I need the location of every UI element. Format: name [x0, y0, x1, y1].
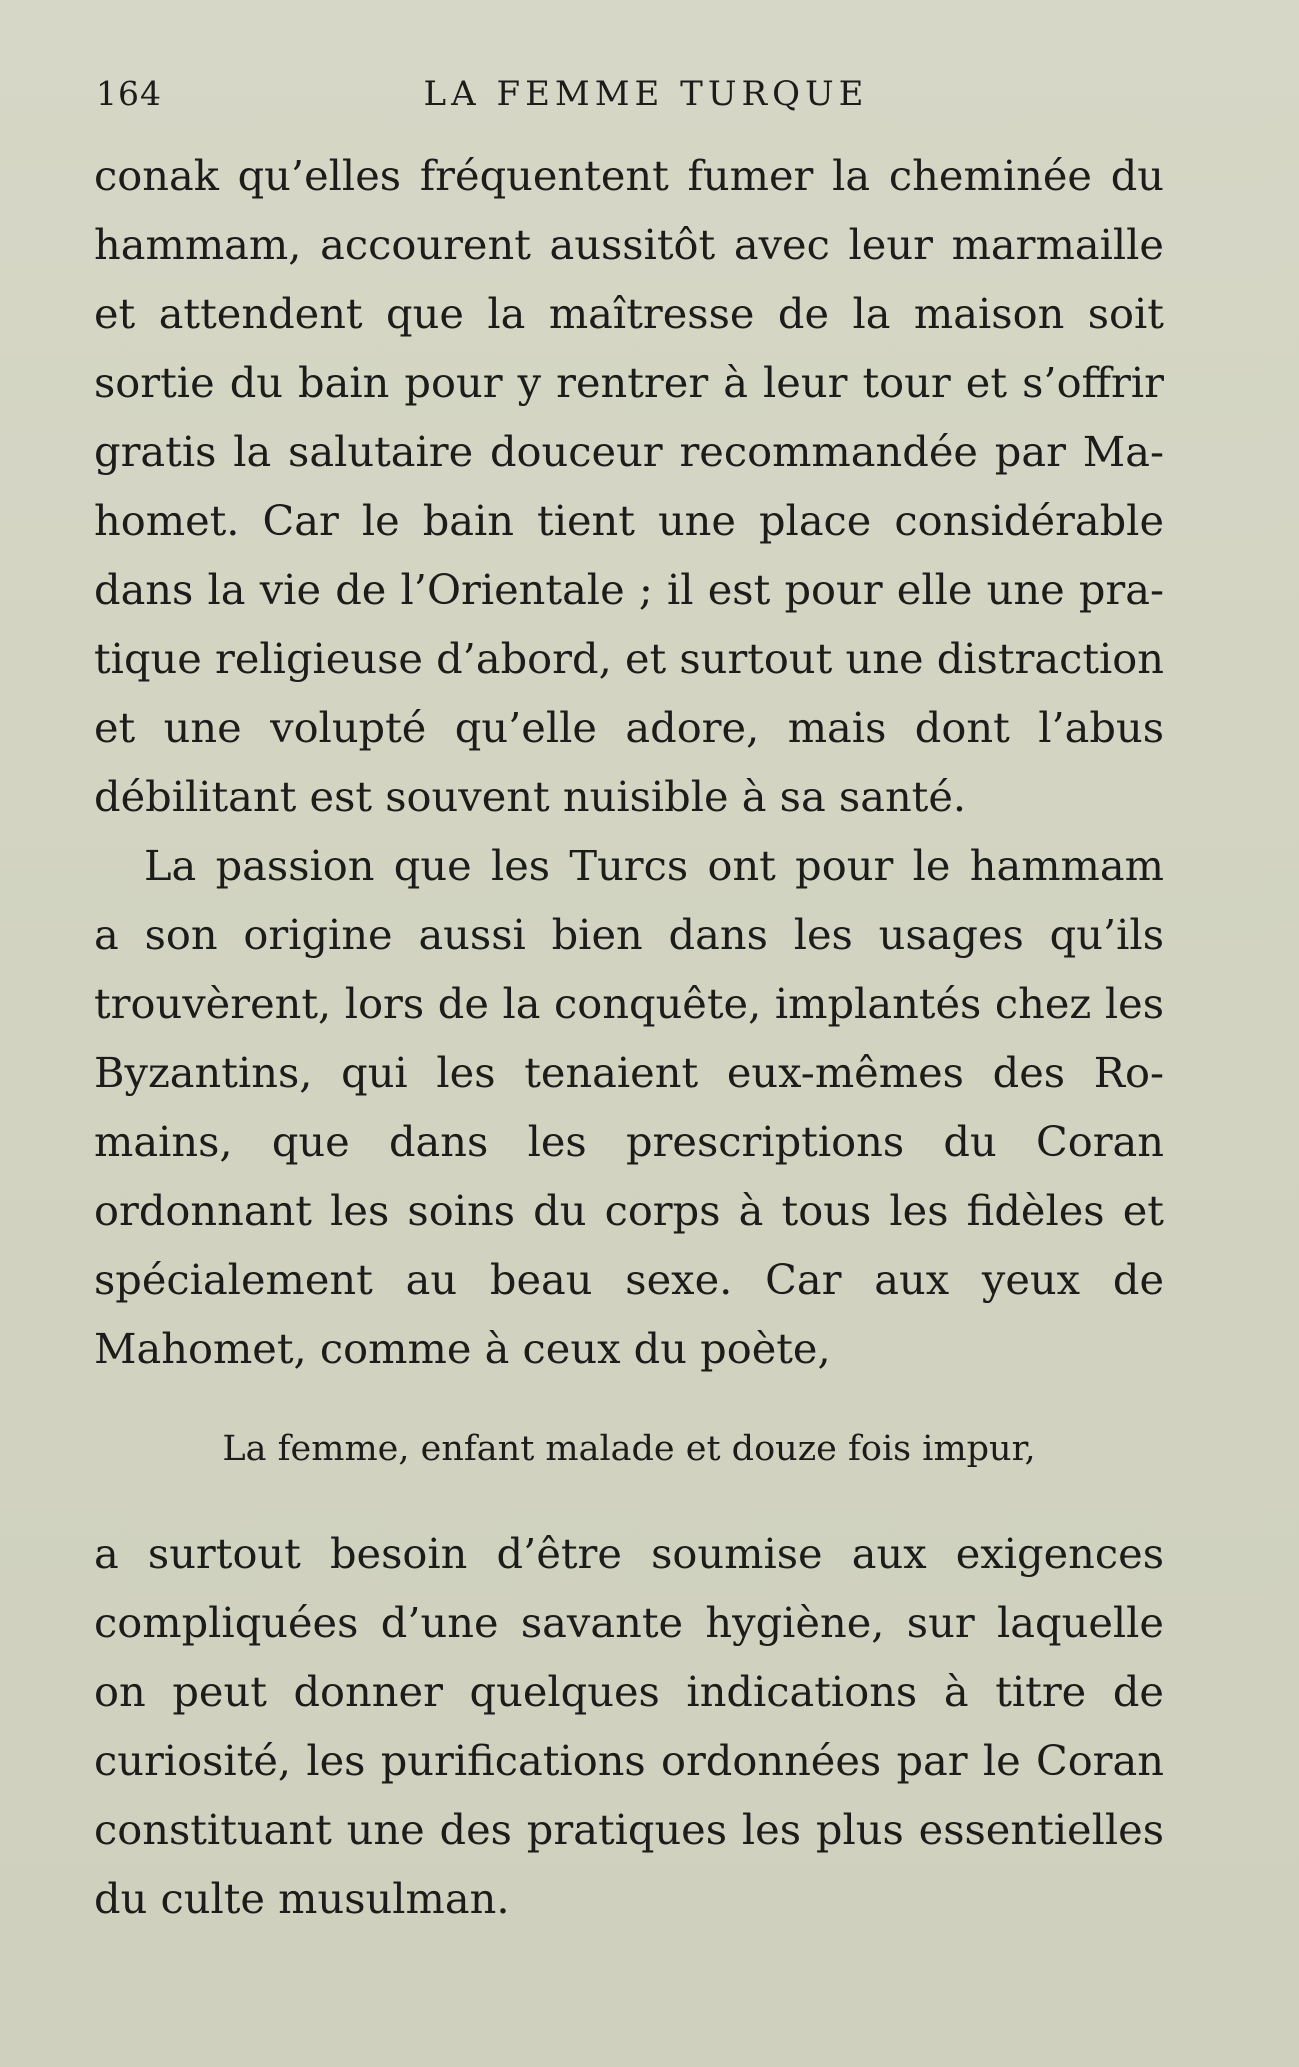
text-line: La passion que les Turcs ont pour le hammam [144, 841, 1164, 890]
text-line: spécialement au beau sexe. Car aux yeux de [94, 1255, 1164, 1304]
text-line: curiosité, les purifications ordonnées par le Coran [94, 1736, 1164, 1785]
running-title: LA FEMME TURQUE [423, 74, 869, 114]
text-line: dans la vie de l’Orientale ; il est pour elle une pra- [94, 565, 1164, 614]
text-line: mains, que dans les prescriptions du Coran [94, 1117, 1164, 1166]
text-line: compliquées d’une savante hygiène, sur laquelle [94, 1598, 1164, 1647]
text-line: et une volupté qu’elle adore, mais dont l’abus [94, 703, 1164, 752]
text-line: on peut donner quelques indications à titre de [94, 1667, 1164, 1716]
text-line: Byzantins, qui les tenaient eux-mêmes des Ro- [94, 1048, 1164, 1097]
text-line: Mahomet, comme à ceux du poète, [94, 1324, 831, 1373]
text-line: sortie du bain pour y rentrer à leur tour et s’offrir [94, 358, 1164, 407]
text-line: du culte musulman. [94, 1874, 510, 1923]
text-line: homet. Car le bain tient une place considérable [94, 496, 1164, 545]
page-header [96, 74, 1166, 124]
text-line: tique religieuse d’abord, et surtout une distraction [94, 634, 1164, 683]
main-text [94, 141, 1164, 1383]
text-line: ordonnant les soins du corps à tous les fidèles et [94, 1186, 1164, 1235]
text-line: a surtout besoin d’être soumise aux exigences [94, 1529, 1164, 1578]
text-line: hammam, accourent aussitôt avec leur marmaille [94, 220, 1164, 269]
text-line: et attendent que la maîtresse de la maison soit [94, 289, 1164, 338]
text-line: débilitant est souvent nuisible à sa santé. [94, 772, 967, 821]
verse-quote: La femme, enfant malade et douze fois impur, [222, 1429, 1036, 1469]
text-line: constituant une des pratiques les plus essentielles [94, 1805, 1164, 1854]
text-line: conak qu’elles fréquentent fumer la cheminée du [94, 151, 1164, 200]
text-line: trouvèrent, lors de la conquête, implantés chez les [94, 979, 1164, 1028]
page-number: 164 [96, 74, 162, 113]
text-line: gratis la salutaire douceur recommandée par Ma- [94, 427, 1164, 476]
main-text-continued [94, 1519, 1164, 1933]
text-line: a son origine aussi bien dans les usages qu’ils [94, 910, 1164, 959]
